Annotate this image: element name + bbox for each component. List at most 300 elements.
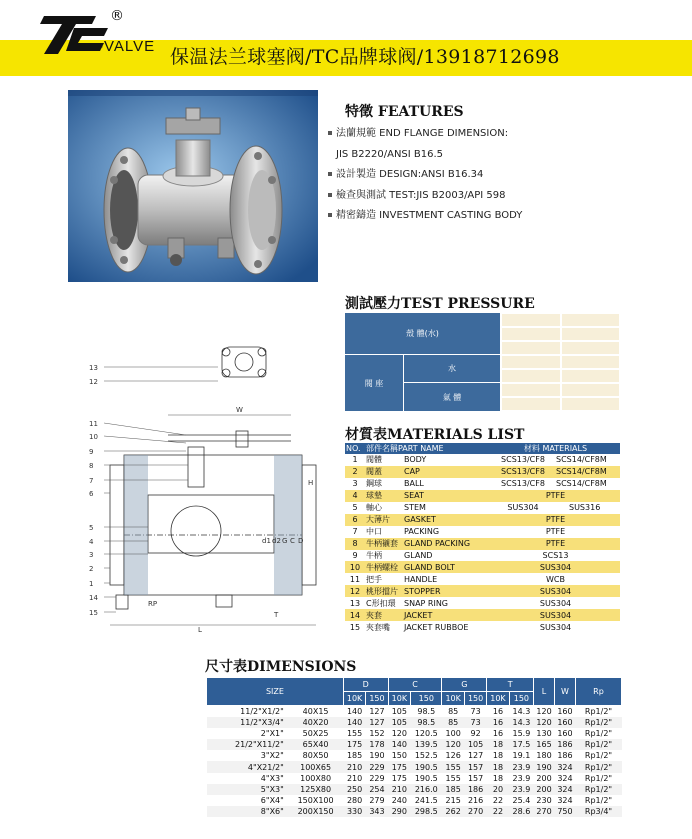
table-row — [345, 585, 620, 597]
dim-d1-label: d1 — [262, 537, 271, 545]
cell-part-zh: 桃形擋片 — [365, 585, 403, 597]
cell-value: 25.4 — [512, 796, 531, 806]
dim-rp-label: RP — [148, 600, 158, 608]
cell-value: 22 — [487, 806, 509, 817]
cell-value: 140 — [388, 739, 410, 750]
cell-value: 175 — [388, 761, 410, 772]
table-row — [345, 466, 620, 478]
pressure-cell — [561, 355, 620, 369]
table-row — [345, 502, 620, 514]
cell-value: 186 — [464, 784, 486, 795]
test-pressure-title: 測試壓力TEST PRESSURE — [345, 296, 535, 312]
pressure-cell — [561, 341, 620, 355]
cell-value: 85 — [448, 706, 459, 716]
cell-value: 152.5 — [414, 751, 438, 761]
cell-value: 324 — [554, 784, 575, 795]
dimensions-table — [206, 677, 622, 817]
cell-value: 100 — [445, 728, 461, 738]
cell-value: 126 — [445, 751, 461, 761]
callout-11: 11 — [89, 420, 98, 428]
callout-5: 5 — [89, 524, 94, 532]
table-row — [207, 773, 622, 784]
body-pressure-label: 殼 體(水) — [345, 313, 500, 354]
cell-part-zh: C形扣環 — [366, 598, 396, 608]
table-row — [345, 514, 620, 526]
table-row — [345, 526, 620, 538]
cell-value: 270 — [464, 806, 486, 817]
table-row — [207, 728, 622, 739]
cell-material-1: SCS13/CF8 — [491, 466, 555, 478]
seat-label: 閥 座 — [345, 355, 403, 411]
cell-value: 186 — [557, 751, 573, 761]
cell-value: 16 — [487, 717, 509, 728]
cell-part-en: PACKING — [404, 527, 440, 537]
cell-value: 22 — [492, 796, 504, 806]
cell-size-mm: 200X150 — [288, 806, 344, 817]
dimensions-title: 尺寸表DIMENSIONS — [205, 659, 357, 675]
materials-header-material: 材料 MATERIALS — [491, 443, 620, 454]
header-d: D — [343, 678, 388, 692]
cell-part-zh: 牛柄襯套 — [365, 538, 403, 550]
cell-material: PTFE — [491, 538, 620, 550]
cell-no: 6 — [345, 514, 365, 526]
valve-photo — [68, 90, 318, 282]
cell-value: 23.9 — [509, 761, 533, 772]
feature-continuation: JIS B2220/ANSI B16.5 — [336, 148, 444, 160]
cell-material: PTFE — [491, 514, 620, 526]
cell-no: 14 — [345, 609, 365, 621]
materials-header-part: 部件名稱PART NAME — [365, 443, 491, 454]
cell-size-inch: 5"X3" — [207, 784, 288, 795]
cell-no: 2 — [345, 466, 365, 478]
cell-value: 23.9 — [509, 784, 533, 795]
cell-size-mm: 150X100 — [297, 796, 334, 806]
pressure-cell — [501, 397, 561, 411]
cell-material: SUS304 — [491, 585, 620, 597]
cell-size-mm: 100X65 — [288, 761, 344, 772]
materials-table — [345, 443, 620, 633]
cell-value: 120 — [391, 728, 407, 738]
cell-value: 229 — [366, 761, 388, 772]
cell-size-mm: 65X40 — [288, 739, 344, 750]
table-row — [345, 609, 620, 621]
cell-part-zh: 夾套 — [365, 609, 403, 621]
cell-part-en: GLAND PACKING — [403, 538, 491, 550]
cell-size-inch: 21/2"X11/2" — [207, 739, 288, 750]
cell-part-en: BODY — [404, 455, 427, 465]
bullet-icon — [328, 172, 332, 176]
bullet-icon — [328, 131, 332, 135]
cell-part-zh: 把手 — [366, 574, 382, 584]
cell-size-inch: 4"X21/2" — [207, 761, 288, 772]
cell-value: 750 — [554, 806, 575, 817]
table-row — [345, 573, 620, 585]
cell-value: Rp1/2" — [584, 773, 613, 783]
cell-value: 190.5 — [411, 761, 442, 772]
cell-size-mm: 50X25 — [302, 728, 329, 738]
callout-3: 3 — [89, 551, 94, 559]
cell-value: Rp1/2" — [576, 784, 622, 795]
cell-part-zh: 牛柄螺栓 — [365, 561, 403, 573]
cell-value: 140 — [346, 706, 363, 716]
cell-part-zh: 中口 — [366, 527, 382, 537]
cell-value: 180 — [536, 751, 552, 761]
cell-value: Rp1/2" — [584, 751, 613, 761]
table-row — [207, 795, 622, 806]
pressure-cell — [561, 313, 620, 327]
cell-size-mm: 80X50 — [302, 751, 329, 761]
cell-value: 250 — [343, 784, 365, 795]
cell-part-en: GLAND — [404, 550, 433, 560]
cell-value: 18 — [492, 751, 504, 761]
page-title: 保温法兰球塞阀/TC品牌球阀/13918712698 — [170, 46, 560, 68]
cell-no: 12 — [345, 585, 365, 597]
cell-no: 4 — [345, 490, 365, 502]
header-c: C — [388, 678, 442, 692]
cell-no: 13 — [349, 598, 361, 608]
bullet-icon — [328, 213, 332, 217]
cell-part-zh: 閥體 — [366, 455, 382, 465]
cell-material: PTFE — [491, 490, 620, 502]
header-150: 150 — [464, 692, 486, 706]
cell-value: 98.5 — [411, 717, 442, 728]
header-w: W — [554, 678, 575, 706]
cell-value: 216 — [467, 796, 484, 806]
cell-material-2: SCS14/CF8M — [556, 455, 607, 465]
cell-material-1: SUS304 — [507, 503, 539, 513]
table-row — [207, 750, 622, 761]
dim-l-label: L — [198, 626, 202, 634]
callout-10: 10 — [89, 433, 98, 441]
cell-value: 324 — [557, 773, 573, 783]
cell-value: 155 — [445, 773, 461, 783]
callout-4: 4 — [89, 538, 94, 546]
cell-size-mm: 40X15 — [302, 706, 329, 716]
table-row — [207, 784, 622, 795]
feature-item: 精密鑄造 INVESTMENT CASTING BODY — [328, 206, 522, 227]
cell-value: 262 — [442, 806, 464, 817]
cell-material-1: SCS13/CF8 — [501, 455, 545, 465]
cell-material-2: SCS14/CF8M — [555, 466, 620, 478]
cell-no: 10 — [345, 561, 365, 573]
callout-8: 8 — [89, 462, 94, 470]
table-row — [207, 706, 622, 717]
cell-value: 229 — [369, 773, 385, 783]
cell-part-zh: 軸心 — [366, 503, 382, 513]
cell-no: 7 — [352, 527, 358, 537]
cell-value: 140 — [343, 717, 365, 728]
cell-value: 343 — [366, 806, 388, 817]
cell-value: 185 — [346, 751, 363, 761]
cell-value: 85 — [442, 717, 464, 728]
cell-value: 190.5 — [414, 773, 438, 783]
cell-material: WCB — [546, 574, 565, 584]
features-title: 特徵 FEATURES — [345, 104, 464, 120]
dimensions-body — [207, 706, 622, 818]
table-row — [345, 621, 620, 633]
cell-value: 127 — [467, 751, 484, 761]
cell-value: 298.5 — [411, 806, 442, 817]
callout-9: 9 — [89, 448, 94, 456]
cell-value: 28.6 — [509, 806, 533, 817]
cell-value: 210 — [388, 784, 410, 795]
dim-d-label: D — [298, 537, 304, 545]
cell-value: Rp1/2" — [576, 761, 622, 772]
cell-value: 185 — [442, 784, 464, 795]
dim-t-label: T — [274, 611, 279, 619]
cell-value: 280 — [346, 796, 363, 806]
cell-value: 324 — [557, 796, 573, 806]
cell-size-mm: 100X80 — [300, 773, 332, 783]
cell-part-en: SEAT — [403, 490, 491, 502]
cell-value: 139.5 — [411, 739, 442, 750]
cell-value: 178 — [366, 739, 388, 750]
header-150: 150 — [509, 692, 533, 706]
cell-size-mm: 40X20 — [288, 717, 344, 728]
cell-size-inch: 4"X3" — [260, 773, 284, 783]
cell-value: 23.9 — [512, 773, 531, 783]
cell-value: 16 — [492, 728, 504, 738]
header-150: 150 — [411, 692, 442, 706]
cell-value: 270 — [534, 806, 555, 817]
cell-value: 14.3 — [509, 717, 533, 728]
cell-value: 16 — [492, 706, 504, 716]
cell-value: 210 — [343, 761, 365, 772]
cell-part-en: CAP — [403, 466, 491, 478]
cell-size-inch: 6"X4" — [260, 796, 284, 806]
cell-no: 15 — [349, 622, 361, 632]
cell-part-zh: 閥蓋 — [365, 466, 403, 478]
cell-value: 127 — [366, 717, 388, 728]
cell-value: 210 — [346, 773, 363, 783]
cell-value: 130 — [536, 728, 552, 738]
cell-value: 240 — [391, 796, 407, 806]
dimensions-header-row — [207, 678, 622, 692]
cell-size-mm: 125X80 — [288, 784, 344, 795]
cell-no: 1 — [352, 455, 358, 465]
cell-part-zh: 鋼球 — [366, 479, 382, 489]
cell-part-en: BALL — [404, 479, 424, 489]
cell-no: 11 — [349, 574, 361, 584]
header-10k: 10K — [487, 692, 509, 706]
cell-value: 254 — [366, 784, 388, 795]
cell-value: 324 — [554, 761, 575, 772]
table-row — [345, 538, 620, 550]
pressure-cell — [561, 383, 620, 397]
cell-material-2: SUS316 — [569, 503, 601, 513]
cell-part-zh: 夾套嘴 — [366, 622, 390, 632]
cell-value: Rp1/2" — [584, 728, 613, 738]
cell-part-en: JACKET — [403, 609, 491, 621]
cell-value: 215 — [445, 796, 461, 806]
cell-value: 200 — [536, 773, 552, 783]
header-g: G — [442, 678, 487, 692]
cell-part-en: STEM — [404, 503, 426, 513]
cell-size-inch: 3"X2" — [260, 751, 284, 761]
cell-material: PTFE — [545, 527, 566, 537]
header-10k: 10K — [442, 692, 464, 706]
table-row — [207, 806, 622, 817]
cell-value: Rp1/2" — [584, 706, 613, 716]
table-row — [207, 739, 622, 750]
cell-material-1: SCS13/CF8 — [501, 479, 545, 489]
cell-value: 230 — [536, 796, 552, 806]
pressure-cell — [501, 327, 561, 341]
cell-value: 120.5 — [414, 728, 438, 738]
cell-material: SUS304 — [539, 598, 572, 608]
pressure-cell — [501, 341, 561, 355]
table-row — [345, 478, 620, 490]
cell-value: 92 — [470, 728, 481, 738]
cell-value: 73 — [470, 706, 481, 716]
cell-value: 19.1 — [512, 751, 531, 761]
pressure-cell — [561, 397, 620, 411]
cell-part-en: SNAP RING — [404, 598, 449, 608]
callout-14: 14 — [89, 594, 98, 602]
cell-value: 120 — [536, 706, 552, 716]
cell-no: 8 — [345, 538, 365, 550]
cell-value: 290 — [388, 806, 410, 817]
dim-c-label: C — [290, 537, 295, 545]
cell-material-2: SCS14/CF8M — [556, 479, 607, 489]
cell-value: 157 — [467, 773, 484, 783]
cell-material: SUS304 — [491, 609, 620, 621]
pressure-cell — [501, 313, 561, 327]
callout-7: 7 — [89, 477, 94, 485]
feature-item: 法蘭規範 END FLANGE DIMENSION: — [328, 124, 522, 145]
cell-value: Rp1/2" — [584, 796, 613, 806]
registered-mark: ® — [110, 8, 124, 24]
pressure-cell — [561, 327, 620, 341]
logo-valve-text: -VALVE — [98, 38, 156, 55]
cell-value: 20 — [487, 784, 509, 795]
pressure-cell — [501, 355, 561, 369]
dim-d2-label: d2 — [272, 537, 281, 545]
cell-value: 98.5 — [417, 706, 436, 716]
cell-value: 15.9 — [512, 728, 531, 738]
dim-g-label: G — [282, 537, 288, 545]
cell-value: 165 — [534, 739, 555, 750]
cell-part-en: STOPPER — [403, 585, 491, 597]
cell-part-zh: 牛柄 — [366, 550, 382, 560]
cell-value: 105 — [388, 717, 410, 728]
cell-value: 152 — [369, 728, 385, 738]
cell-value: 17.5 — [509, 739, 533, 750]
callout-2: 2 — [89, 565, 94, 573]
cell-part-en: HANDLE — [404, 574, 438, 584]
cell-value: 120 — [534, 717, 555, 728]
callout-6: 6 — [89, 490, 94, 498]
header-10k: 10K — [343, 692, 365, 706]
cell-value: 150 — [391, 751, 407, 761]
cell-value: 18 — [487, 739, 509, 750]
cell-value: Rp3/4" — [576, 806, 622, 817]
cell-value: 160 — [557, 706, 573, 716]
cell-value: 330 — [343, 806, 365, 817]
cell-value: 127 — [369, 706, 385, 716]
cell-value: 18 — [487, 761, 509, 772]
table-row — [345, 454, 620, 466]
materials-header-row — [345, 443, 620, 454]
cell-no: 9 — [352, 550, 358, 560]
header-size: SIZE — [207, 678, 344, 706]
cell-value: Rp1/2" — [576, 739, 622, 750]
cell-value: 160 — [554, 717, 575, 728]
valve-cross-section-drawing — [86, 335, 321, 635]
cell-size-inch: 2"X1" — [260, 728, 284, 738]
features-list — [328, 124, 522, 227]
cell-size-inch: 11/2"X1/2" — [240, 706, 284, 716]
dim-h-label: H — [308, 479, 314, 487]
materials-title: 材質表MATERIALS LIST — [345, 427, 525, 443]
pressure-cell — [561, 369, 620, 383]
header-150: 150 — [366, 692, 388, 706]
cell-value: 120 — [442, 739, 464, 750]
header-t: T — [487, 678, 534, 692]
callout-1: 1 — [89, 580, 94, 588]
cell-value: 160 — [557, 728, 573, 738]
bullet-icon — [328, 193, 332, 197]
pressure-cell — [501, 369, 561, 383]
feature-item: 設計製造 DESIGN:ANSI B16.34 — [328, 165, 522, 186]
callout-13: 13 — [89, 364, 98, 372]
gas-label: 氣 體 — [404, 383, 500, 411]
cell-value: 216.0 — [411, 784, 442, 795]
header-rp: Rp — [576, 678, 622, 706]
cell-no: 3 — [352, 479, 358, 489]
cell-value: 175 — [343, 739, 365, 750]
cell-value: 186 — [554, 739, 575, 750]
cell-value: 157 — [464, 761, 486, 772]
materials-header-no: NO. — [345, 443, 365, 454]
cell-value: 14.3 — [512, 706, 531, 716]
cell-value: 18 — [492, 773, 504, 783]
cell-material: SUS304 — [491, 561, 620, 573]
test-pressure-table — [345, 313, 620, 411]
table-row — [345, 550, 620, 562]
cell-value: 155 — [442, 761, 464, 772]
cell-material: SUS304 — [539, 622, 572, 632]
callout-12: 12 — [89, 378, 98, 386]
cell-no: 5 — [352, 503, 358, 513]
cell-part-zh: 大薄片 — [365, 514, 403, 526]
cell-value: 175 — [391, 773, 407, 783]
cell-value: 279 — [369, 796, 385, 806]
cell-part-en: GASKET — [403, 514, 491, 526]
cell-value: 241.5 — [414, 796, 438, 806]
water-label: 水 — [404, 355, 500, 382]
table-row — [345, 490, 620, 502]
cell-value: 190 — [534, 761, 555, 772]
cell-value: 200 — [534, 784, 555, 795]
callout-15: 15 — [89, 609, 98, 617]
cell-part-en: JACKET RUBBOE — [404, 622, 469, 632]
cell-material: SCS13 — [542, 550, 569, 560]
feature-item: 檢查與測試 TEST:JIS B2003/API 598 — [328, 186, 522, 207]
table-row — [207, 717, 622, 728]
cell-value: 155 — [346, 728, 363, 738]
cell-value: Rp1/2" — [576, 717, 622, 728]
cell-value: 190 — [369, 751, 385, 761]
cell-size-inch: 11/2"X3/4" — [207, 717, 288, 728]
cell-value: 105 — [391, 706, 407, 716]
header-l: L — [534, 678, 555, 706]
header-10k: 10K — [388, 692, 410, 706]
cell-size-inch: 8"X6" — [207, 806, 288, 817]
table-row — [345, 561, 620, 573]
pressure-cell — [501, 383, 561, 397]
cell-part-zh: 球墊 — [365, 490, 403, 502]
